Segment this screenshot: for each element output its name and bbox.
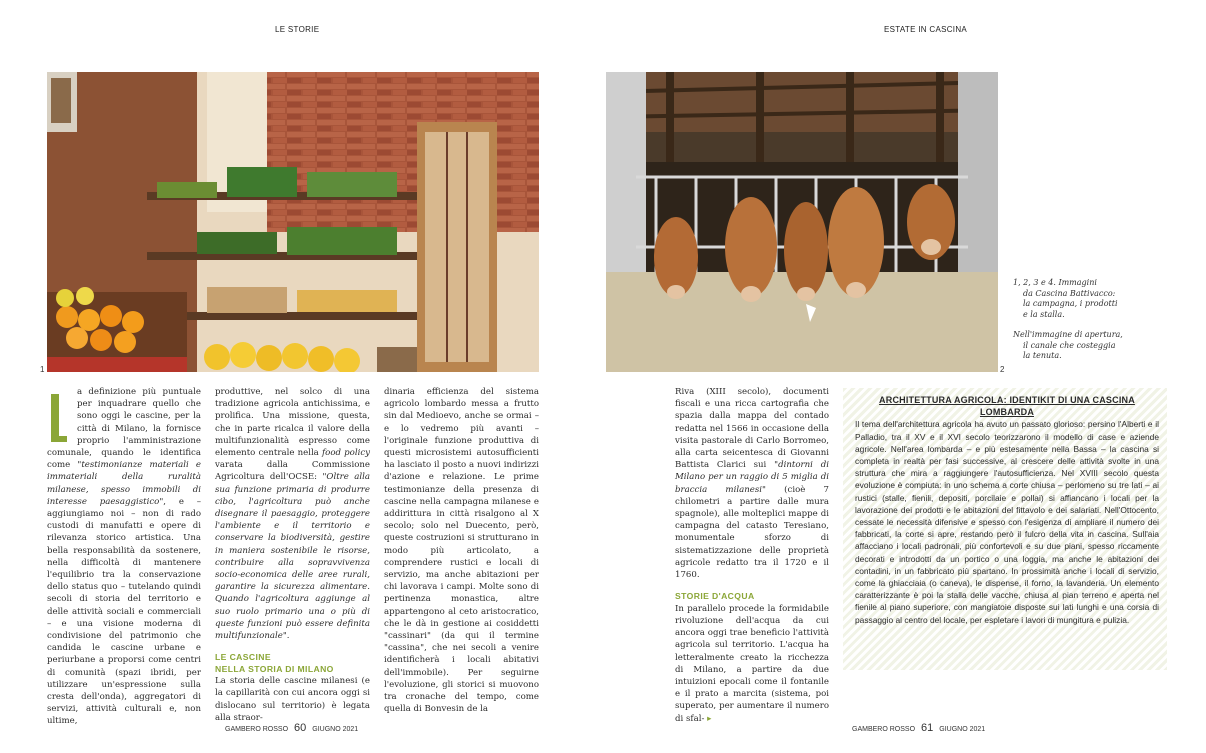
text-run: ", e – aggiungiamo noi – non di rado custodi di manufatti e opere di rilevanza storico artistica. Una bella responsabilità da sostenere, nella difficoltà di mantenere l'equilibrio tra la conservazione dello status quo – tutelando quindi secoli di storia del territorio e delle attività sociali e commerciali – e una visione moderna di condivisione del patrimonio che candida le cascine urbane e periurbane a proporsi come centri di comunità (spazi ibridi, per utilizzare un'espressione sulla cresta dell'onda), aggregatori di servizi, attività culturali e, non ultime,	[47, 496, 202, 727]
paragraph: La storia delle cascine milanesi (e la capillarità con cui ancora oggi si dislocano sul territorio) è legata alla straor-	[215, 676, 370, 723]
intro-paragraph	[47, 386, 201, 728]
paragraph	[215, 386, 370, 642]
photo-number-2: 2	[1000, 365, 1005, 374]
italic-run: "Oltre alla sua funzione primaria di produrre cibo, l'agricoltura può anche disegnare il paesaggio, proteggere l'ambiente e il territorio e conservare la biodiversità, gestire in maniera sostenibile le risorse, contribuire alla sopravvivenza socio-economica delle aree rurali, garantire la sicurezza alimentare. Quando l'agricoltura aggiunge al suo ruolo primario una o più di queste funzioni può essere definita multifunzionale"	[215, 472, 370, 642]
footer-date: GIUGNO 2021	[939, 726, 986, 733]
continue-arrow-icon: ▸	[707, 713, 712, 724]
subheading-acqua: STORIE D'ACQUA	[675, 591, 755, 602]
article-column-4	[675, 386, 829, 725]
page-number: 60	[294, 722, 307, 734]
article-column-1	[47, 386, 201, 728]
text-run: " (cioè 7 chilometri a partire dalle mura spagnole), alle molteplici mappe di campagna del catasto Teresiano, monumentale sforzo di sistematizzazione delle proprietà agricole redatto tra il 1720 e il 1760.	[675, 484, 830, 581]
footer-date: GIUGNO 2021	[312, 726, 359, 733]
subheading-line: NELLA STORIA DI MILANO	[215, 663, 334, 674]
text-run: Riva (XIII secolo), documenti fiscali e una ricca cartografia che spazia dalla mappa del contado redatta nel 1566 in occasione della visita pastorale di Carlo Borromeo, alla carta seicentesca di Giovanni Battista Clarici sui "	[675, 387, 829, 471]
article-column-2	[215, 386, 370, 724]
page-number: 61	[921, 722, 934, 734]
photo-caption	[1013, 278, 1123, 372]
caption-line: 1, 2, 3 e 4. Immagini	[1013, 278, 1097, 287]
sidebar-title: ARCHITETTURA AGRICOLA: IDENTIKIT DI UNA CASCINA LOMBARDA	[879, 395, 1135, 418]
subheading-line: LE CASCINE	[215, 652, 272, 663]
paragraph	[675, 386, 829, 581]
footer-right	[852, 722, 985, 734]
sidebar-box	[843, 388, 1167, 670]
footer-brand: GAMBERO ROSSO	[852, 726, 916, 733]
caption-line: da Cascina Battivacco:	[1023, 288, 1116, 298]
cows-stall-photo	[606, 72, 998, 372]
italic-run: food policy	[321, 448, 370, 459]
text-run: .	[286, 631, 290, 642]
caption-line: Nell'immagine di apertura,	[1013, 330, 1123, 339]
text-run: varata dalla Commissione Agricoltura dell'OCSE:	[215, 460, 370, 483]
photo-number-1: 1	[40, 365, 45, 374]
subheading-cascine	[215, 652, 370, 675]
paragraph: dinaria efficienza del sistema agricolo lombardo messa a frutto sin dal Medioevo, anche se ormai – e lo vedremo più avanti – l'originale funzione produttiva di questi microsistemi autosufficienti ha lasciato il posto a nuovi indirizzi d'azione e relazione. Le prime testimonianze della presenza di cascine nella campagna milanese e addirittura in città risalgono al X secolo; solo nel Duecento, però, queste costruzioni si strutturano in modo più articolato, a comprendere rustici e locali di servizio, ma anche abitazioni per chi lavorava i campi. Molte sono di pertinenza monastica, altre appartengono al ceto aristocratico, che le dà in gestione ai cosiddetti "cassinari" (da qui il termine "cassina", che nei secoli a venire identificherà i locali abitativi dell'immobile). Per seguirne l'evoluzione, gli storici si muovono tra cronache del tempo, come quella di Bonvesin de la	[384, 387, 539, 715]
caption-line: la tenuta.	[1023, 351, 1062, 360]
text-run: In parallelo procede la formidabile rivoluzione dell'acqua da cui ancora oggi trae beneficio l'attività agricola sul territorio. L'acqua ha letteralmente creato la ricchezza di Milano, a partire da due intuizioni epocali come il fontanile e il prato a marcita (sistema, poi superato, per aumentare il numero di sfal-	[675, 603, 829, 724]
dropcap	[47, 392, 69, 444]
caption-line: e la stalla.	[1023, 309, 1065, 319]
caption-line: il canale che costeggia	[1023, 340, 1116, 350]
section-header-left: LE STORIE	[275, 25, 320, 34]
italic-run: dintorni di Milano per un raggio di 5 miglia di braccia milanesi	[675, 460, 829, 495]
paragraph	[675, 603, 829, 725]
caption-line: la campagna, i prodotti	[1023, 299, 1118, 308]
sidebar-text: Il tema dell'architettura agricola ha avuto un passato glorioso: persino l'Alberti e il Palladio, tra il XV e il XVI secolo teorizzarono il modello di case e aziende agricole. Nell'area lombarda – e più estesamente nella Bassa – la cascina si completa in realtà per fasi successive, al crescere delle attività svolte in una struttura che mira a raggiungere l'autosufficienza. Nel XVIII secolo questa evoluzione è compiuta: in uno schema a corte chiusa – perlomeno su tre lati – ai rustici (stalle, fienili, depositi, porcilaie e pollai) si affiancano i locali per la lavorazione dei prodotti e le abitazioni del fittavolo e dei salariati. Nell'Ottocento, cessate le necessità difensive e spesso con l'esigenza di ampliare il numero dei fabbricati, la corte si apre, restando però il fulcro della vita in cascina. Sull'aia affacciano i locali padronali, più confortevoli e su due piani, spesso riccamente decorati e introdotti da un portico o una loggia, ma anche le abitazioni dei contadini, in un fabbricato più spartano. In prossimità anche i locali di servizio, come la ghiacciaia (o caneva), le dispense, il forno, la lavanderia. Un elemento caratterizzante è poi la stalla delle vacche, chiusa al pian terreno e aperta nel fienile al piano superiore, con mangiatoie disposte sui lati lunghi e una corsia di passaggio al centro del locale, per espletare i lavori di mungitura e pulizia.	[855, 419, 1159, 625]
footer-brand: GAMBERO ROSSO	[225, 726, 289, 733]
footer-left	[225, 722, 358, 734]
section-header-right: ESTATE IN CASCINA	[884, 25, 968, 34]
text-run: a definizione più puntuale per inquadrare quello che sono oggi le cascine, per la città di Milano, la fornisce proprio l'amministrazione comunale, quando le identifica come "	[47, 387, 201, 471]
farm-shop-photo	[47, 72, 539, 372]
italic-run: testimonianze materiali e immateriali della ruralità milanese, spesso immobili di interesse paesaggistico	[47, 460, 201, 507]
text-run: produttive, nel solco di una tradizione agricola antichissima, e prolifica. Una missione, questa, che in parte ricalca il valore della multifunzionalità espresso come elemento centrale nella	[215, 387, 370, 459]
article-column-3	[384, 386, 539, 715]
